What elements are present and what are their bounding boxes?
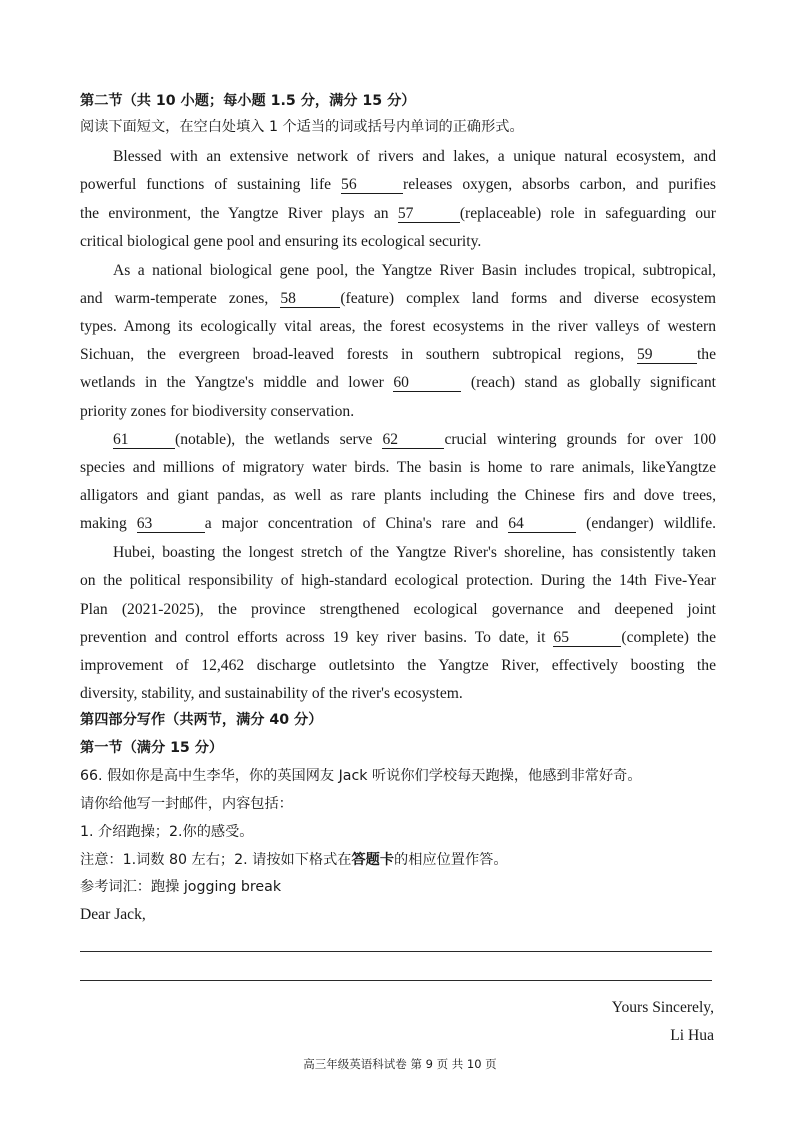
blank-60[interactable]: 60 <box>393 375 461 392</box>
p2-line4-text-a: Sichuan, the evergreen broad-leaved forests in southern subtropical regions, <box>80 346 625 363</box>
blank-64[interactable]: 64 <box>508 516 576 533</box>
p4-line4-text-b: (complete) the <box>621 629 716 646</box>
p4-line5: improvement of 12,462 discharge outletsinto the Yangtze River, effectively boosting the <box>80 657 716 674</box>
p3-line1-text-a: (notable), the wetlands serve <box>175 431 373 448</box>
p1-line1: Blessed with an extensive network of rivers and lakes, a unique natural ecosystem, and <box>113 148 716 165</box>
p1-line4: critical biological gene pool and ensuring its ecological security. <box>80 233 482 250</box>
p2-line3: types. Among its ecologically vital areas, the forest ecosystems in the river valleys of western <box>80 318 716 335</box>
p2-line2 <box>80 289 716 309</box>
blank-61[interactable]: 61 <box>113 432 175 449</box>
q66-line2: 请你给他写一封邮件，内容包括： <box>80 796 293 812</box>
note-text-b: 的相应位置作答。 <box>394 852 508 868</box>
p2-line5-text-a: wetlands in the Yangtze's middle and lower <box>80 374 384 391</box>
section2-instruction: 阅读下面短文，在空白处填入 1 个适当的词或括号内单词的正确形式。 <box>80 119 524 135</box>
q66-line1: 66. 假如你是高中生李华，你的英国网友 Jack 听说你们学校每天跑操，他感到非常好奇。 <box>80 768 642 784</box>
p4-line6: diversity, stability, and sustainability of the river's ecosystem. <box>80 685 463 702</box>
p1-line2 <box>80 175 716 195</box>
p3-line2: species and millions of migratory water birds. The basin is home to rare animals, likeYangtze <box>80 459 716 476</box>
p4-line4 <box>80 628 716 648</box>
p2-line4 <box>80 345 716 365</box>
p1-line2-text-a: powerful functions of sustaining life <box>80 176 332 193</box>
page-footer: 高三年级英语科试卷 第 9 页 共 10 页 <box>303 1057 497 1071</box>
writing-line-2[interactable] <box>80 980 712 981</box>
p2-line1: As a national biological gene pool, the Yangtze River Basin includes tropical, subtropical, <box>113 262 716 279</box>
p2-line2-text-a: and warm-temperate zones, <box>80 290 269 307</box>
p2-line6: priority zones for biodiversity conservation. <box>80 403 355 420</box>
note-text-a: 注意：1.词数 80 左右；2. 请按如下格式在 <box>80 852 352 868</box>
note-answer-card: 答题卡 <box>351 852 395 868</box>
p4-line3: Plan (2021-2025), the province strengthened ecological governance and deepened joint <box>80 601 716 618</box>
section2-heading: 第二节（共 10 小题；每小题 1.5 分，满分 15 分） <box>80 93 416 109</box>
blank-58[interactable]: 58 <box>280 291 340 308</box>
p3-line4 <box>80 514 716 534</box>
p4-line4-text-a: prevention and control efforts across 19 key river basins. To date, it <box>80 629 546 646</box>
blank-63[interactable]: 63 <box>137 516 205 533</box>
p3-line4-text-c: (endanger) wildlife. <box>586 515 716 532</box>
writing-line-1[interactable] <box>80 951 712 952</box>
p3-line4-text-b: a major concentration of China's rare and <box>204 515 499 532</box>
blank-59[interactable]: 59 <box>637 347 697 364</box>
p3-line3: alligators and giant pandas, as well as rare plants including the Chinese firs and dove trees, <box>80 487 716 504</box>
blank-62[interactable]: 62 <box>382 432 444 449</box>
vocab-hint: 参考词汇：跑操 jogging break <box>80 879 282 895</box>
p2-line5 <box>80 373 716 393</box>
p3-line1 <box>113 430 716 450</box>
p4-line2: on the political responsibility of high-standard ecological protection. During the 14th Five-Year <box>80 572 716 589</box>
part4-section1-heading: 第一节（满分 15 分） <box>80 740 224 756</box>
p1-line3-text-a: the environment, the Yangtze River plays an <box>80 205 389 222</box>
blank-56[interactable]: 56 <box>341 177 403 194</box>
p3-line1-text-b: crucial wintering grounds for over 100 <box>444 431 716 448</box>
blank-57[interactable]: 57 <box>398 206 460 223</box>
p1-line2-text-b: releases oxygen, absorbs carbon, and purifies <box>403 176 716 193</box>
letter-closing: Yours Sincerely, <box>611 999 714 1016</box>
p2-line4-text-b: the <box>696 346 716 363</box>
blank-65[interactable]: 65 <box>553 630 621 647</box>
part4-heading: 第四部分写作（共两节，满分 40 分） <box>80 712 323 728</box>
q66-line3: 1. 介绍跑操；2.你的感受。 <box>80 824 254 840</box>
p1-line3-text-b: (replaceable) role in safeguarding our <box>459 205 716 222</box>
p2-line5-text-b: (reach) stand as globally significant <box>470 374 716 391</box>
p1-line3 <box>80 204 716 224</box>
p2-line2-text-b: (feature) complex land forms and diverse ecosystem <box>340 290 716 307</box>
p4-line1: Hubei, boasting the longest stretch of the Yangtze River's shoreline, has consistently taken <box>113 544 716 561</box>
p3-line4-text-a: making <box>80 515 127 532</box>
q66-note <box>80 850 716 870</box>
letter-greeting: Dear Jack, <box>80 906 146 923</box>
letter-signature: Li Hua <box>670 1027 714 1044</box>
